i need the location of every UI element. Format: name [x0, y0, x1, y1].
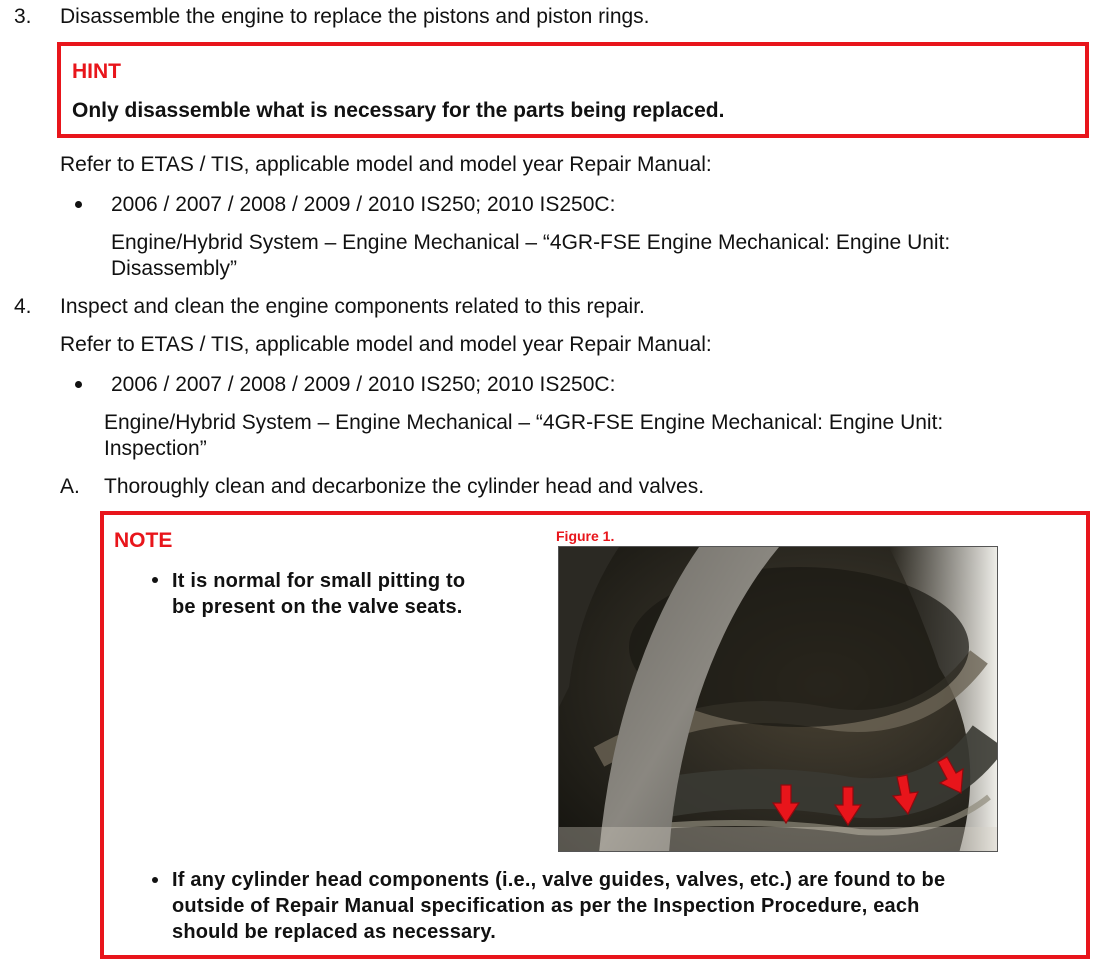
- step-4-refer: Refer to ETAS / TIS, applicable model and model year Repair Manual:: [60, 333, 712, 356]
- note-bullet-2-line2: outside of Repair Manual specification as per the Inspection Procedure, each: [172, 895, 920, 917]
- step-4-models: 2006 / 2007 / 2008 / 2009 / 2010 IS250; 2010 IS250C:: [111, 373, 616, 396]
- hint-box: [57, 42, 1089, 138]
- note-bullet-2-line1: If any cylinder head components (i.e., valve guides, valves, etc.) are found to be: [172, 869, 946, 891]
- note-bullet-1-line1: It is normal for small pitting to: [172, 570, 466, 592]
- note-title: NOTE: [114, 529, 173, 552]
- step-3-models: 2006 / 2007 / 2008 / 2009 / 2010 IS250; 2010 IS250C:: [111, 193, 616, 216]
- substep-a-text: Thoroughly clean and decarbonize the cylinder head and valves.: [104, 475, 705, 498]
- step-4-text: Inspect and clean the engine components related to this repair.: [60, 295, 645, 318]
- note-bullet-1-line2: be present on the valve seats.: [172, 596, 463, 618]
- step-4-path-line2: Inspection”: [104, 437, 207, 460]
- bullet-dot: [75, 381, 82, 388]
- note-bullet-2-line3: should be replaced as necessary.: [172, 921, 496, 943]
- step-3-text: Disassemble the engine to replace the pistons and piston rings.: [60, 5, 650, 28]
- bullet-dot: [152, 577, 158, 583]
- hint-text: Only disassemble what is necessary for the parts being replaced.: [72, 99, 725, 122]
- valve-seat-photo: [558, 546, 998, 852]
- step-3-path-line2: Disassembly”: [111, 257, 238, 280]
- valve-seat-image: [559, 547, 998, 852]
- step-3-refer: Refer to ETAS / TIS, applicable model and model year Repair Manual:: [60, 153, 712, 176]
- bullet-dot: [152, 877, 158, 883]
- step-3-number: 3.: [14, 5, 32, 28]
- step-3-path-line1: Engine/Hybrid System – Engine Mechanical – “4GR-FSE Engine Mechanical: Engine Unit:: [111, 231, 951, 254]
- hint-title: HINT: [72, 60, 121, 83]
- substep-a-letter: A.: [60, 475, 80, 498]
- bullet-dot: [75, 201, 82, 208]
- step-4-number: 4.: [14, 295, 32, 318]
- step-4-path-line1: Engine/Hybrid System – Engine Mechanical – “4GR-FSE Engine Mechanical: Engine Unit:: [104, 411, 944, 434]
- figure-caption: Figure 1.: [556, 528, 615, 544]
